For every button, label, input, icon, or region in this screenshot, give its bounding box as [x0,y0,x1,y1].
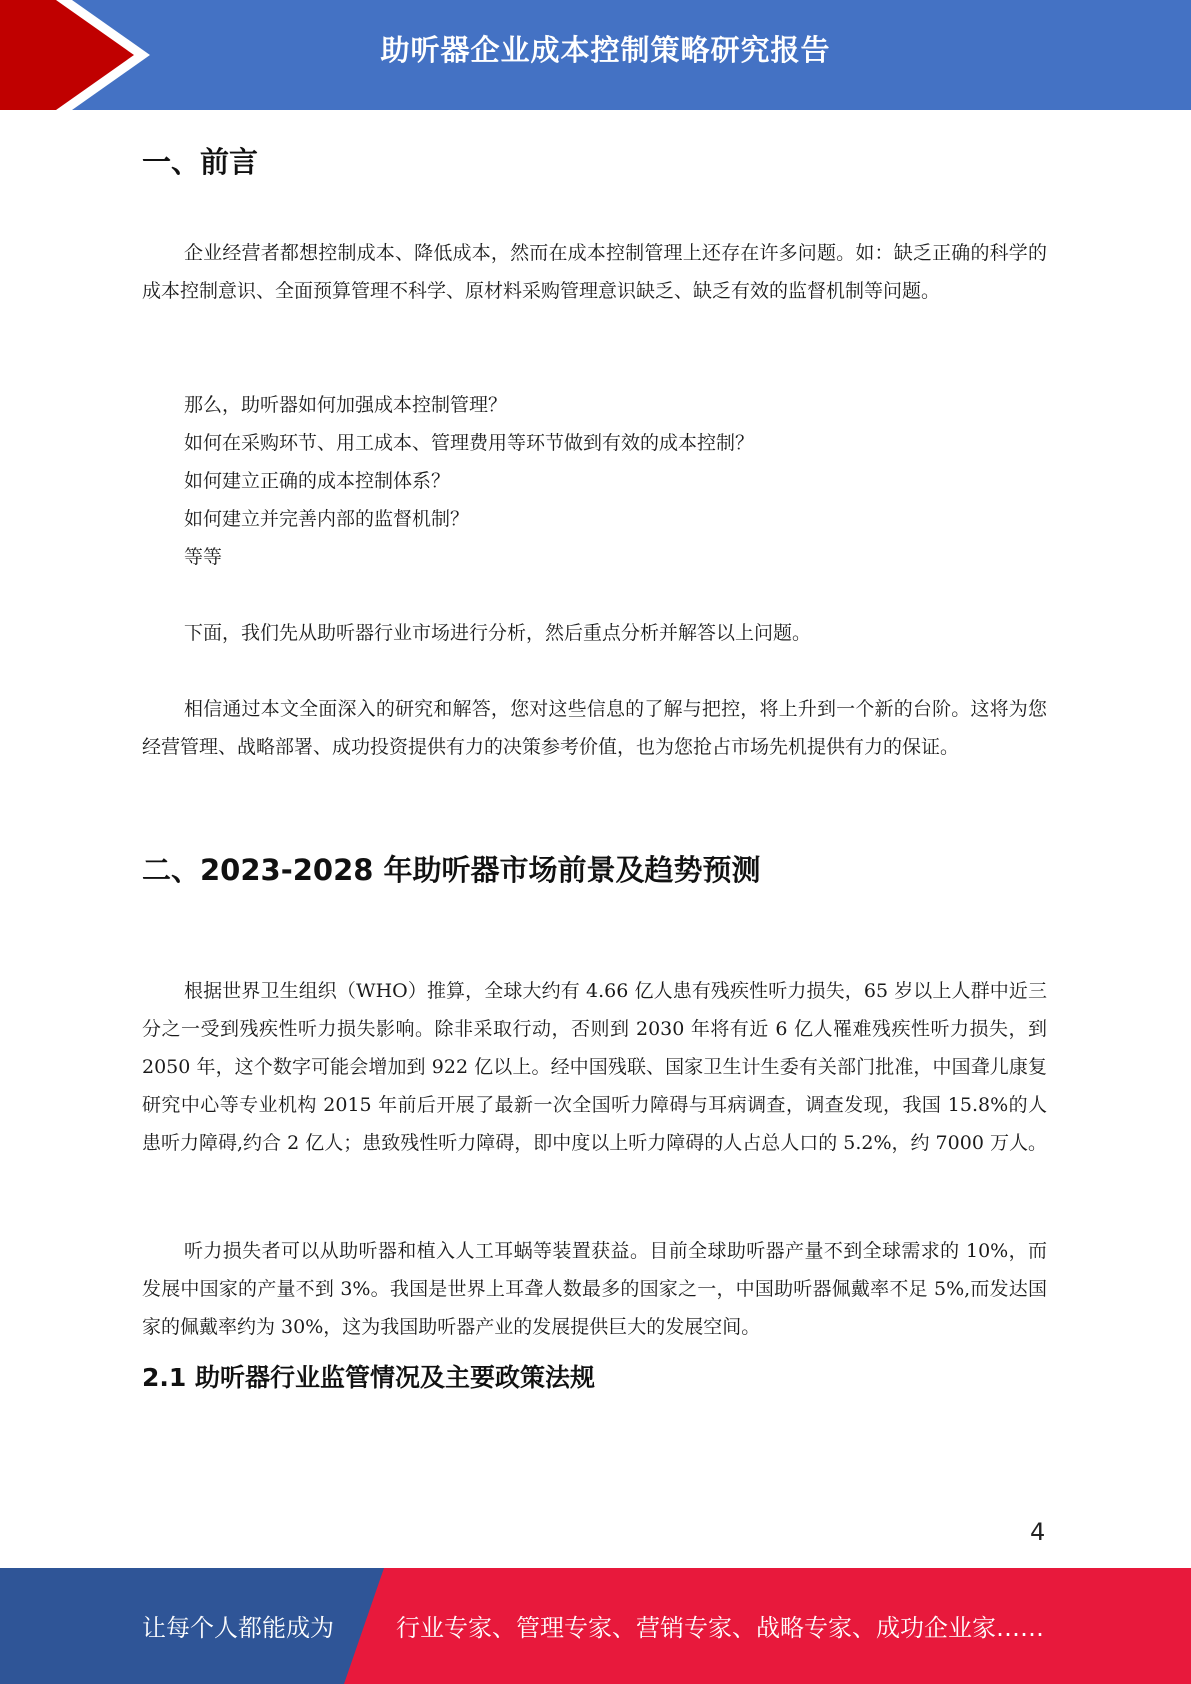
page-header [0,0,1191,110]
paragraph: 相信通过本文全面深入的研究和解答，您对这些信息的了解与把控，将上升到一个新的台阶。这将为您经营管理、战略部署、成功投资提供有力的决策参考价值，也为您抢占市场先机提供有力的保证。 [142,698,1047,758]
page-footer [0,1568,1191,1684]
paragraph: 企业经营者都想控制成本、降低成本，然而在成本控制管理上还存在许多问题。如：缺乏正确的科学的成本控制意识、全面预算管理不科学、原材料采购管理意识缺乏、缺乏有效的监督机制等问题。 [142,242,1047,302]
footer-slogan-right: 行业专家、管理专家、营销专家、战略专家、成功企业家…… [396,1614,1044,1642]
footer-slogan-left: 让每个人都能成为 [142,1614,334,1642]
report-title: 助听器企业成本控制策略研究报告 [380,33,831,67]
page-number: 4 [1030,1518,1046,1546]
paragraph: 根据世界卫生组织（WHO）推算，全球大约有 4.66 亿人患有残疾性听力损失，65 岁以上人群中近三分之一受到残疾性听力损失影响。除非采取行动，否则到 2030 年将有近 6 亿人罹难残疾性听力损失，到 2050 年，这个数字可能会增加到 922 亿以上。经中国残联、国家卫生计生委有关部门批准，中国聋儿康复研究中心等专业机构 2015 年前后开展了最新一次全国听力障碍与耳病调查，调查发现，我国 15.8%的人患听力障碍,约合 2 亿人；患致残性听力障碍，即中度以上听力障碍的人占总人口的 5.2%，约 7000 万人。 [142,980,1047,1154]
question-line: 等等 [184,546,223,568]
question-line: 如何在采购环节、用工成本、管理费用等环节做到有效的成本控制？ [184,432,755,454]
question-line: 如何建立并完善内部的监督机制？ [184,508,470,530]
subsection-heading-regulation: 2.1 助听器行业监管情况及主要政策法规 [142,1363,595,1392]
paragraph: 下面，我们先从助听器行业市场进行分析，然后重点分析并解答以上问题。 [184,622,812,644]
section-heading-preface: 一、前言 [142,145,259,179]
paragraph: 听力损失者可以从助听器和植入人工耳蜗等装置获益。目前全球助听器产量不到全球需求的 10%，而发展中国家的产量不到 3%。我国是世界上耳聋人数最多的国家之一，中国助听器佩戴率不足 5%,而发达国家的佩戴率约为 30%，这为我国助听器产业的发展提供巨大的发展空间。 [142,1240,1047,1338]
question-line: 如何建立正确的成本控制体系？ [184,470,451,492]
section-heading-market-forecast: 二、2023-2028 年助听器市场前景及趋势预测 [142,853,761,887]
question-line: 那么，助听器如何加强成本控制管理？ [184,394,508,416]
